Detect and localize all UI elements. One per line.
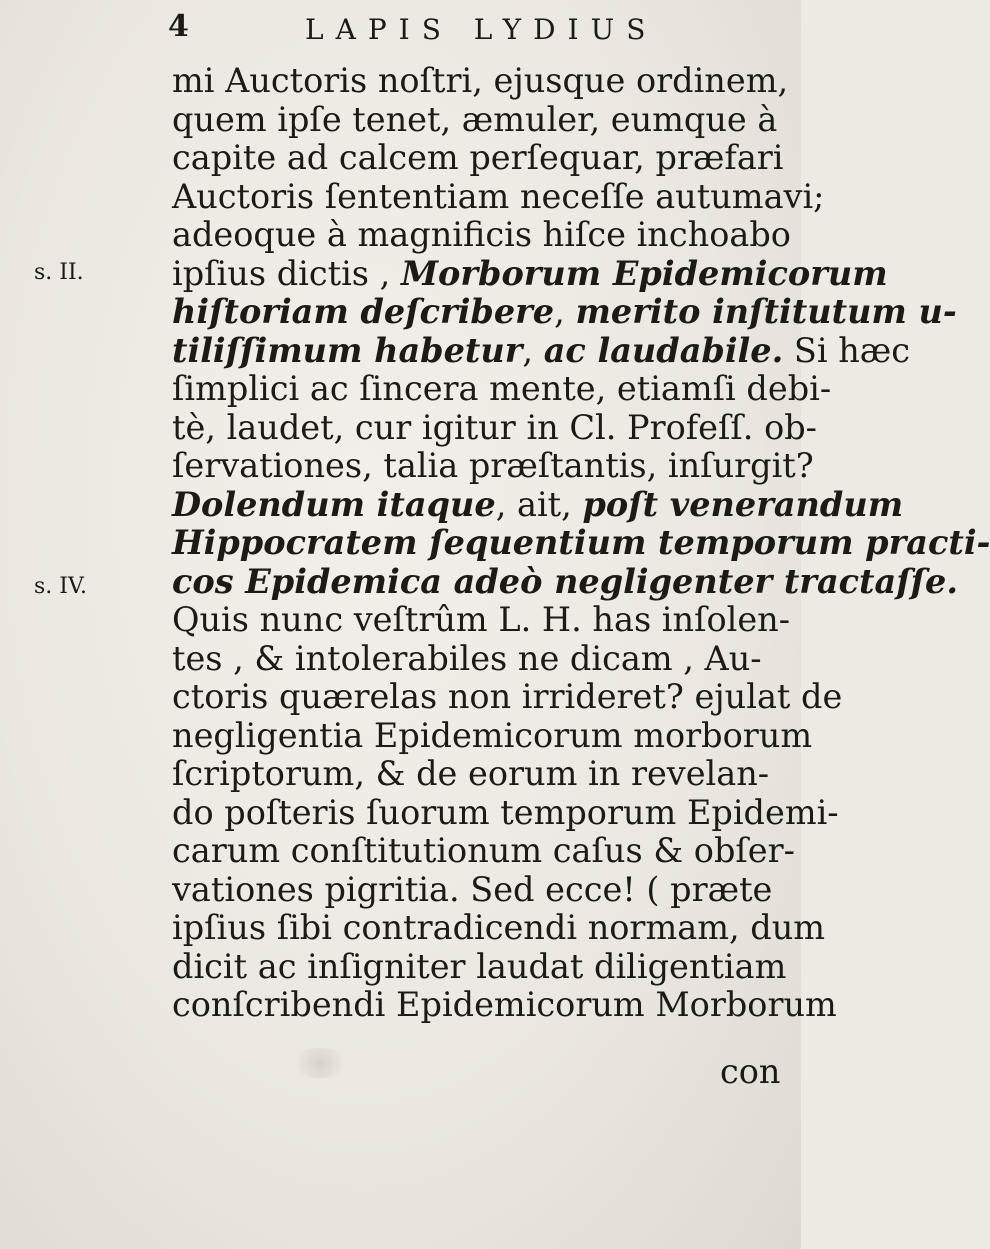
italic-run: poſt venerandum [582, 484, 904, 524]
text-run: ſcriptorum, & de eorum in revelan- [172, 754, 770, 793]
text-run: ſimplici ac ſincera mente, etiamſi debi- [172, 369, 832, 408]
italic-run: hiſtoriam deſcribere [172, 292, 555, 331]
text-line [172, 62, 812, 101]
text-line [172, 792, 839, 833]
text-line [172, 484, 904, 525]
text-run: , ait, [495, 484, 583, 524]
text-line [172, 330, 911, 371]
catchword: con [720, 1052, 781, 1091]
italic-run: ac laudabile. [543, 330, 784, 370]
text-run: quem ipſe tenet, æmuler, eumque à [172, 99, 778, 139]
text-line [172, 523, 990, 563]
page-number: 4 [168, 9, 189, 44]
text-run: ctoris quærelas non irrideret? ejulat de [172, 677, 843, 716]
text-line [172, 985, 837, 1025]
text-line [172, 369, 832, 409]
running-head: LAPIS LYDIUS [305, 13, 658, 46]
text-run: negligentia Epidemicorum morborum [172, 715, 813, 755]
text-line [172, 407, 818, 448]
text-line [172, 216, 812, 255]
body-text [172, 61, 990, 1025]
italic-run: merito inſtitutum u- [575, 292, 957, 331]
text-run: dicit ac inſigniter laudat diligentiam [172, 946, 787, 986]
text-run: ipſius dictis , [172, 253, 401, 293]
text-run: conſcribendi Epidemicorum Morborum [172, 985, 837, 1024]
text-run: , [522, 330, 544, 370]
italic-run: cos Epidemica adeò negligenter tractaſſe. [172, 561, 959, 601]
text-line [172, 139, 812, 178]
italic-run: tiliſſimum habetur [172, 330, 523, 370]
text-run: tes , & intolerabiles ne dicam , Au- [172, 638, 762, 678]
text-line [172, 447, 812, 486]
italic-run: Morborum Epidemicorum [400, 253, 888, 293]
text-line [172, 292, 957, 332]
text-run: Auctoris ſententiam neceſſe autumavi; [172, 176, 825, 216]
text-line [172, 640, 812, 679]
text-run: Quis nunc veſtrûm L. H. has inſolen- [172, 600, 791, 639]
ink-smudge [290, 1048, 350, 1078]
text-run: adeoque à magnificis hiſce inchoabo [172, 215, 791, 254]
text-run: vationes pigritia. Sed ecce! ( præte [172, 869, 773, 909]
text-line [172, 908, 826, 948]
text-run: tè, laudet, cur igitur in Cl. Profeſſ. ob- [172, 407, 818, 447]
text-run: carum conſtitutionum caſus & obſer- [172, 831, 795, 870]
text-run: , [554, 292, 576, 331]
italic-run: Dolendum itaque [172, 484, 496, 524]
text-run: mi Auctoris noſtri, ejusque ordinem, [172, 61, 789, 100]
text-run: ipſius ſibi contradicendi normam, dum [172, 908, 826, 947]
text-line [172, 677, 843, 717]
text-line [172, 717, 812, 756]
text-line [172, 176, 825, 217]
margin-note-section-4: s. IV. [34, 574, 88, 599]
text-line [172, 601, 812, 640]
text-run: Si hæc [783, 330, 911, 370]
text-line [172, 755, 812, 794]
text-line [172, 948, 812, 987]
text-run: ſervationes, talia præſtantis, inſurgit? [172, 446, 814, 485]
margin-note-section-2: s. II. [34, 260, 84, 285]
text-line [172, 101, 812, 140]
italic-run: Hippocratem ſequentium temporum practi- [172, 523, 990, 562]
text-line [172, 561, 959, 602]
text-line [172, 832, 812, 871]
text-run: do poſteris ſuorum temporum Epidemi- [172, 792, 839, 832]
text-line [172, 253, 888, 294]
text-line [172, 871, 812, 910]
text-run: capite ad calcem perſequar, præfari [172, 138, 784, 177]
